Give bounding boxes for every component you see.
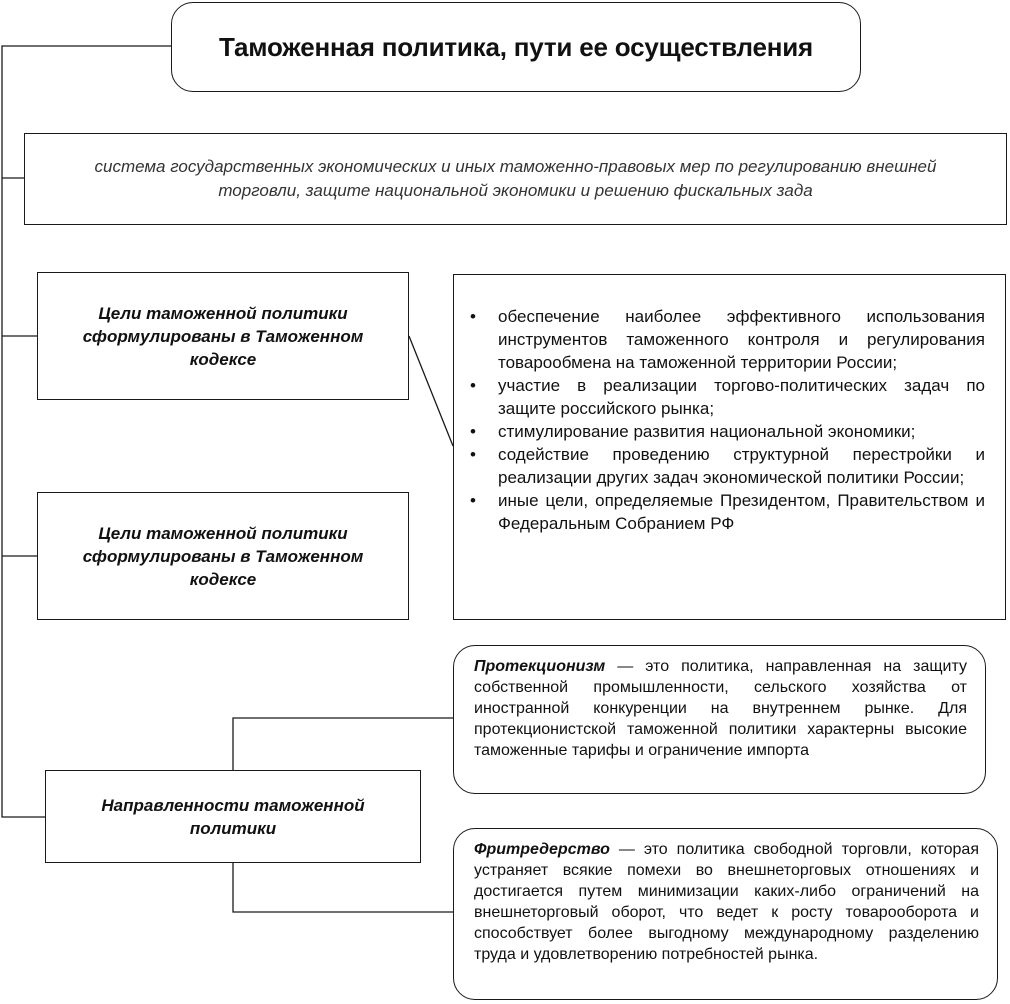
goal-item-text: обеспечение наиболее эффективного использования инструментов таможенного контроля и регулирования товарообмена на таможенной территории России; xyxy=(498,307,985,372)
definition-box xyxy=(24,133,1007,225)
goal-item xyxy=(468,305,985,374)
bullet-icon: • xyxy=(470,491,476,510)
direction-to-protectionism xyxy=(233,718,453,770)
bullet-icon: • xyxy=(470,307,476,326)
goals-box-2 xyxy=(37,492,409,620)
protectionism-box xyxy=(453,645,986,794)
free-trade-term: Фритредерство xyxy=(474,841,610,858)
definition-text: система государственных экономических и иных таможенно-правовых мер по регулированию внешней торговли, защите национальной экономики и решению фискальных зада xyxy=(94,157,937,200)
free-trade-box xyxy=(453,828,998,1000)
goals-box-2-text: Цели таможенной политики сформулированы в Таможенном кодексе xyxy=(82,523,364,589)
free-trade-paragraph xyxy=(474,839,979,965)
goal-item-text: содействие проведению структурной перестройки и реализации других задач экономической политики России; xyxy=(498,445,985,487)
goals-list xyxy=(468,305,985,535)
diagram-title: Таможенная политика, пути ее осуществления xyxy=(218,31,814,62)
free-trade-text: — это политика свободной торговли, которая устраняет всякие помехи во внешнеторговых отношениях и достигается путем минимизации каких-либо ограничений на внешнеторговый оборот, что ведет к росту товарооборота и способствует более выгодному международному разделению труда и удовлетворению потребностей рынка. xyxy=(474,841,979,963)
goal-item xyxy=(468,374,985,420)
goals-to-list xyxy=(409,336,453,446)
goal-item-text: иные цели, определяемые Президентом, Правительством и Федеральным Собранием РФ xyxy=(498,491,985,533)
goal-item xyxy=(468,420,985,443)
protectionism-paragraph xyxy=(474,656,967,761)
protectionism-term: Протекционизм xyxy=(474,658,606,675)
goals-box-1 xyxy=(37,272,409,400)
directions-label: Направленности таможенной политики xyxy=(101,795,365,838)
goals-box-1-text: Цели таможенной политики сформулированы в Таможенном кодексе xyxy=(82,303,364,369)
goal-item xyxy=(468,489,985,535)
directions-box xyxy=(45,770,421,863)
goals-list-box xyxy=(453,274,1006,620)
protectionism-text: — это политика, направленная на защиту собственной промышленности, сельского хозяйства от иностранной конкуренции на внутреннем рынке. Для протекционистской таможенной политики характерны высокие таможенные тарифы и ограничение импорта xyxy=(474,658,967,759)
title-box xyxy=(171,2,861,92)
goal-item xyxy=(468,443,985,489)
goal-item-text: участие в реализации торгово-политических задач по защите российского рынка; xyxy=(498,376,985,418)
bullet-icon: • xyxy=(470,422,476,441)
goal-item-text: стимулирование развития национальной экономики; xyxy=(498,422,916,441)
bullet-icon: • xyxy=(470,445,476,464)
bullet-icon: • xyxy=(470,376,476,395)
direction-to-freetrade xyxy=(233,863,453,912)
